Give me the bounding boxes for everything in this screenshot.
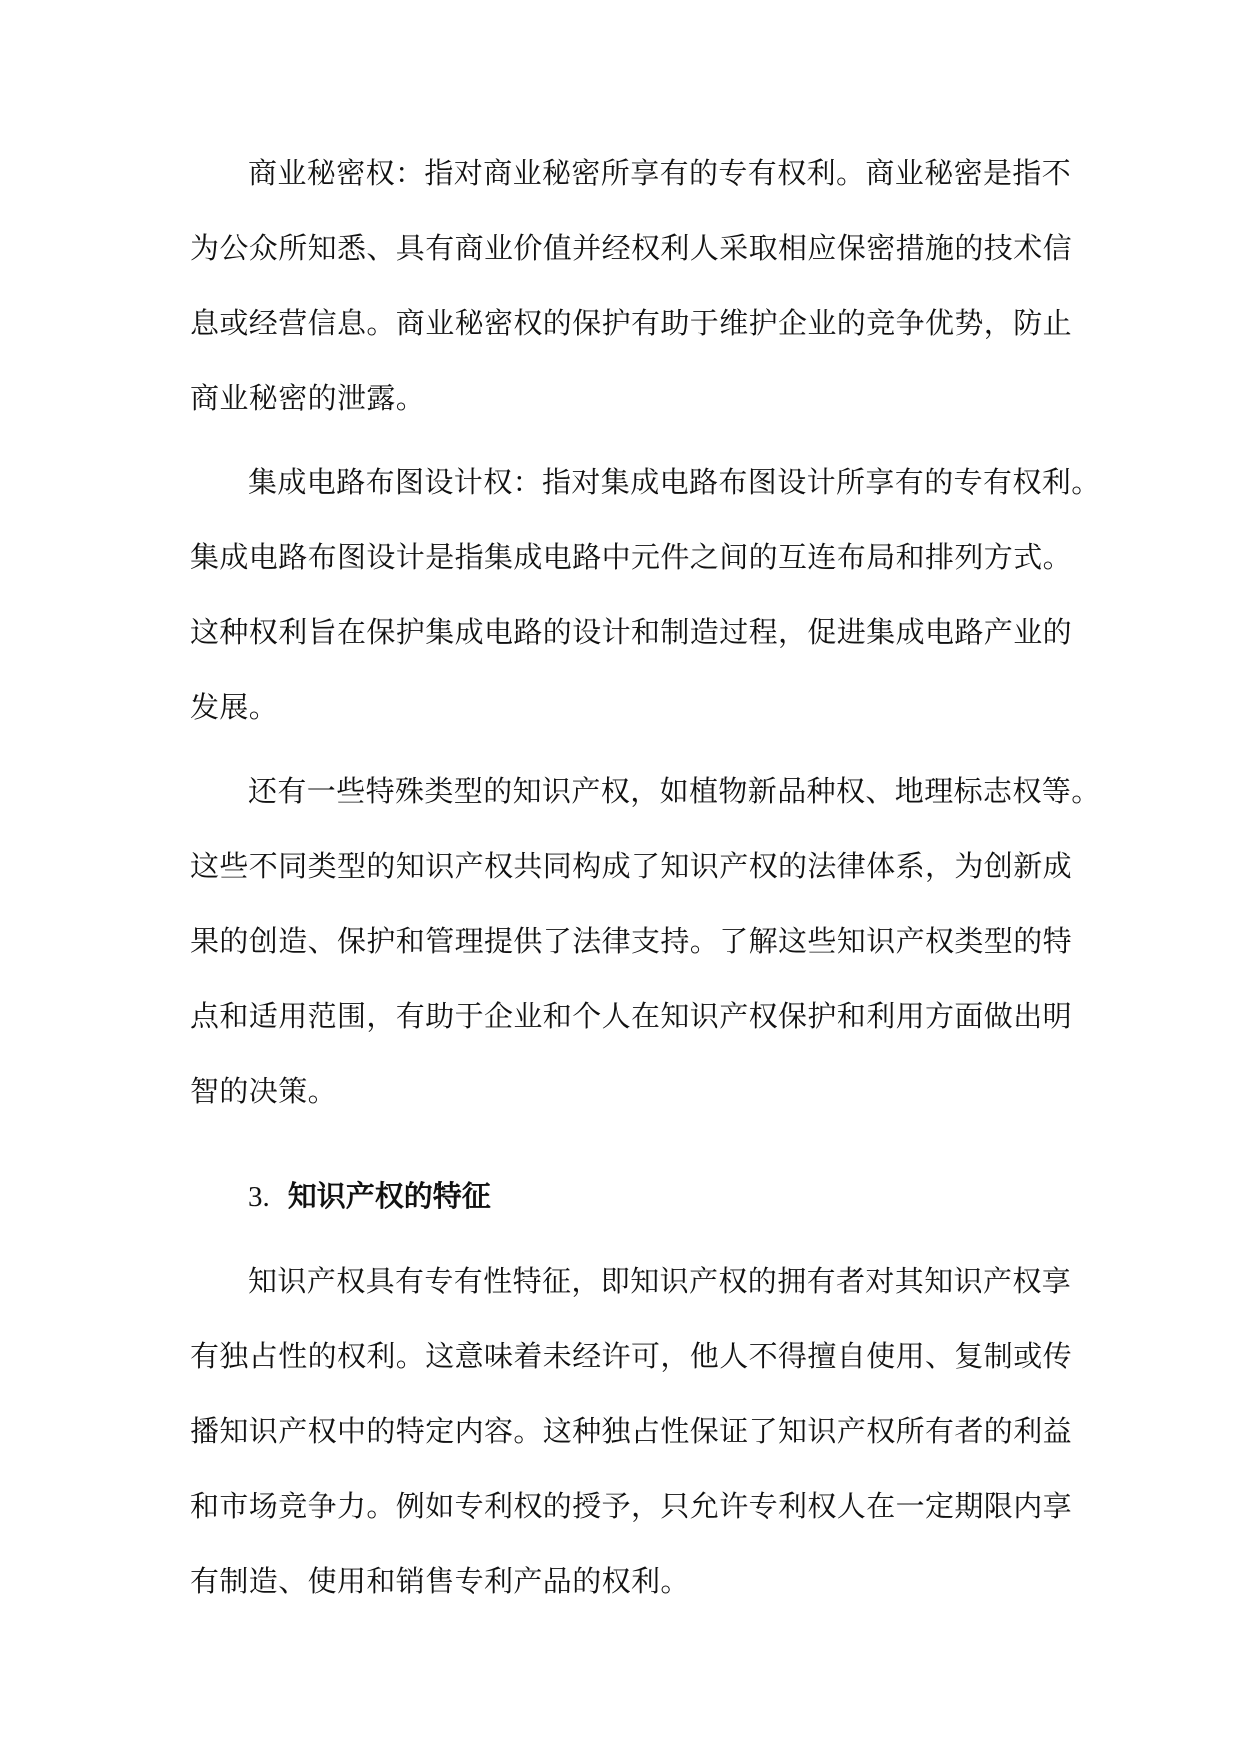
section-number: 3. xyxy=(248,1181,270,1213)
paragraph-line: 息或经营信息。商业秘密权的保护有助于维护企业的竞争优势，防止 xyxy=(190,306,1073,340)
paragraph-line: 这些不同类型的知识产权共同构成了知识产权的法律体系，为创新成 xyxy=(190,849,1073,883)
paragraph-line: 知识产权具有专有性特征，即知识产权的拥有者对其知识产权享 xyxy=(248,1264,1072,1298)
paragraph-line: 为公众所知悉、具有商业价值并经权利人采取相应保密措施的技术信 xyxy=(190,231,1073,265)
paragraph-line: 有独占性的权利。这意味着未经许可，他人不得擅自使用、复制或传 xyxy=(190,1339,1073,1373)
paragraph-line: 有制造、使用和销售专利产品的权利。 xyxy=(190,1564,690,1598)
paragraph-line: 集成电路布图设计是指集成电路中元件之间的互连布局和排列方式。 xyxy=(190,540,1073,574)
paragraph-line: 智的决策。 xyxy=(190,1074,338,1108)
paragraph-line: 发展。 xyxy=(190,690,279,724)
paragraph-line: 果的创造、保护和管理提供了法律支持。了解这些知识产权类型的特 xyxy=(190,924,1073,958)
paragraph-special-ip-types xyxy=(190,758,1101,1133)
paragraph-line: 商业秘密权：指对商业秘密所享有的专有权利。商业秘密是指不 xyxy=(248,156,1072,190)
section-title: 知识产权的特征 xyxy=(287,1179,491,1213)
paragraph-line: 还有一些特殊类型的知识产权，如植物新品种权、地理标志权等。 xyxy=(248,774,1101,808)
paragraph-line: 点和适用范围，有助于企业和个人在知识产权保护和利用方面做出明 xyxy=(190,999,1073,1033)
paragraph-trade-secret-right xyxy=(190,140,1073,440)
paragraph-ic-layout-design-right xyxy=(190,449,1101,749)
paragraph-line: 播知识产权中的特定内容。这种独占性保证了知识产权所有者的利益 xyxy=(190,1414,1073,1448)
paragraph-line: 商业秘密的泄露。 xyxy=(190,381,426,415)
document-body xyxy=(190,140,1101,1632)
paragraph-line: 这种权利旨在保护集成电路的设计和制造过程，促进集成电路产业的 xyxy=(190,615,1073,649)
section-heading xyxy=(190,1163,1060,1238)
paragraph-ip-exclusivity xyxy=(190,1248,1073,1623)
paragraph-line: 集成电路布图设计权：指对集成电路布图设计所享有的专有权利。 xyxy=(248,465,1101,499)
paragraph-line: 和市场竞争力。例如专利权的授予，只允许专利权人在一定期限内享 xyxy=(190,1489,1073,1523)
